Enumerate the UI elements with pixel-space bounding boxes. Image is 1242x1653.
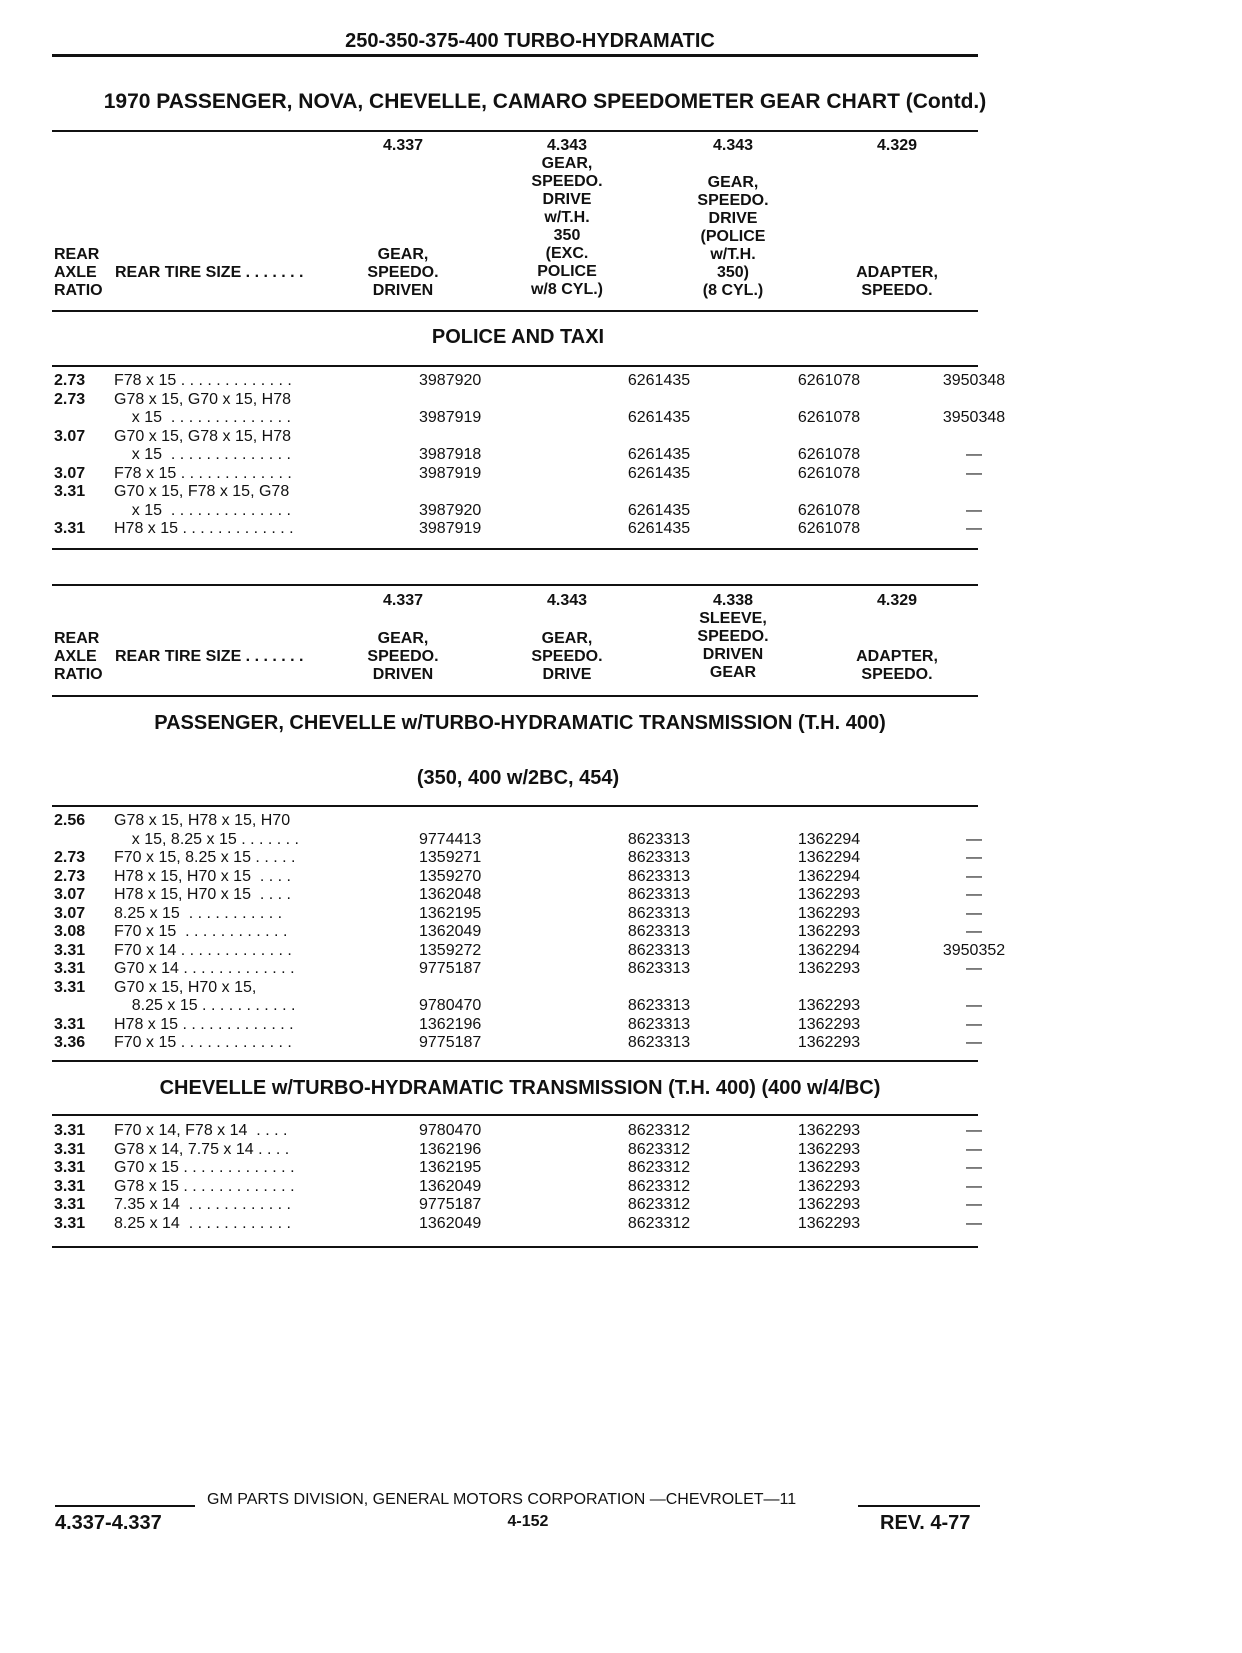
- part-cell: —: [966, 1034, 982, 1051]
- col-line: ADAPTER,: [856, 264, 938, 281]
- table-row: [54, 483, 1034, 502]
- col-line: SLEEVE,: [699, 610, 767, 627]
- tire-size-cell: H78 x 15 . . . . . . . . . . . . .: [114, 1015, 294, 1033]
- part-cell: 6261435: [627, 520, 691, 537]
- axle-ratio-cell: 3.31: [54, 960, 86, 977]
- part-cell: 6261435: [627, 372, 691, 389]
- part-cell: 3987919: [419, 409, 482, 426]
- col-line: w/8 CYL.): [530, 281, 603, 298]
- table1-bottom-rule: [52, 548, 978, 550]
- footer-right-rule: [858, 1505, 980, 1507]
- table2-col2-desc: [482, 630, 652, 684]
- table-row: [54, 868, 1034, 887]
- col-code: 4.337: [382, 592, 424, 609]
- part-cell: 1362293: [797, 1122, 861, 1139]
- part-cell: —: [966, 997, 982, 1014]
- part-cell: —: [966, 1177, 982, 1195]
- tire-size-cell: G78 x 15, H78 x 15, H70: [114, 812, 291, 829]
- part-cell: 1362293: [797, 1177, 861, 1195]
- tire-size-cell: 8.25 x 15 . . . . . . . . . . .: [114, 904, 283, 922]
- col-code: 4.343: [712, 137, 754, 154]
- table-row: [54, 923, 1034, 942]
- part-cell: 8623313: [627, 1034, 691, 1051]
- part-cell: 1362294: [797, 867, 861, 885]
- col-code: 4.343: [546, 137, 588, 154]
- part-cell: 9780470: [419, 1122, 482, 1139]
- col-line: GEAR,: [707, 174, 759, 191]
- table-row: [54, 372, 1034, 391]
- part-cell: 6261078: [797, 372, 861, 389]
- axle-ratio-cell: 3.31: [54, 941, 86, 959]
- axle-ratio-cell: 3.31: [54, 1196, 86, 1213]
- part-cell: [404, 428, 574, 447]
- axle-ratio-cell: 2.73: [54, 390, 86, 408]
- part-cell: 8623313: [627, 867, 691, 885]
- col-line: GEAR,: [541, 155, 593, 172]
- part-cell: 1362195: [419, 1159, 482, 1176]
- tire-size-cell: F70 x 15 . . . . . . . . . . . .: [114, 923, 288, 940]
- table2-header-bottom-rule: [52, 695, 978, 697]
- part-cell: —: [966, 520, 982, 537]
- col-line: GEAR,: [541, 630, 593, 647]
- axle-ratio-cell: 2.56: [54, 812, 86, 829]
- tire-size-cell: G78 x 14, 7.75 x 14 . . . .: [114, 1140, 290, 1158]
- part-cell: —: [966, 886, 982, 903]
- part-cell: 1362196: [419, 1140, 482, 1158]
- part-cell: —: [966, 464, 982, 482]
- axle-ratio-cell: 3.36: [54, 1034, 86, 1051]
- col-line: DRIVEN: [702, 646, 764, 663]
- tire-size-cell: F70 x 15, 8.25 x 15 . . . . .: [114, 849, 296, 866]
- tire-size-cell: F78 x 15 . . . . . . . . . . . . .: [114, 464, 292, 482]
- part-cell: [574, 428, 744, 447]
- part-cell: 8623312: [627, 1177, 691, 1195]
- table-row: [54, 409, 1034, 428]
- table-row: [54, 1141, 1034, 1160]
- col-line: DRIVE: [542, 191, 592, 208]
- part-cell: —: [966, 904, 982, 922]
- col-line: SPEEDO.: [697, 192, 769, 209]
- table1-section-rule: [52, 365, 978, 367]
- table1-col1-desc: [318, 246, 488, 300]
- table1-left-header: [54, 246, 103, 300]
- part-cell: 3950348: [942, 409, 1006, 426]
- axle-ratio-cell: 3.07: [54, 886, 86, 903]
- table2-col2-header: [482, 592, 652, 610]
- part-cell: —: [966, 960, 982, 977]
- part-cell: [914, 812, 1034, 831]
- part-cell: 1359272: [419, 941, 482, 959]
- section-subtitle-engines: (350, 400 w/2BC, 454): [416, 767, 620, 789]
- tire-size-cell: x 15 . . . . . . . . . . . . . .: [114, 409, 291, 426]
- table-row: [54, 1178, 1034, 1197]
- tire-size-cell: G78 x 15, G70 x 15, H78: [114, 390, 291, 408]
- section1-rule: [52, 805, 978, 807]
- part-cell: 1362293: [797, 904, 861, 922]
- footer-division: GM PARTS DIVISION, GENERAL MOTORS CORPORATION —CHEVROLET—11: [207, 1491, 797, 1508]
- part-cell: 8623313: [627, 941, 691, 959]
- col-line: SPEEDO.: [531, 173, 603, 190]
- axle-ratio-cell: [54, 446, 114, 465]
- part-cell: 1362293: [797, 1034, 861, 1051]
- part-cell: 8623312: [627, 1122, 691, 1139]
- section2-bottom-rule: [52, 1246, 978, 1248]
- table2-left-header: [54, 630, 103, 684]
- table2-col4-desc: [812, 648, 982, 684]
- table-row: [54, 812, 1034, 831]
- axle-ratio-cell: 3.31: [54, 1214, 86, 1232]
- part-cell: [574, 812, 744, 831]
- col-line: SPEEDO.: [367, 648, 439, 665]
- table1-col2-header: [482, 137, 652, 299]
- part-cell: —: [966, 867, 982, 885]
- part-cell: [404, 812, 574, 831]
- part-cell: 1362049: [419, 1214, 482, 1232]
- part-cell: 6261435: [627, 501, 691, 519]
- part-cell: [744, 483, 914, 502]
- section-title-chevelle: CHEVELLE w/TURBO-HYDRAMATIC TRANSMISSION (T.H. 400) (400 w/4/BC): [159, 1077, 881, 1099]
- part-cell: 1362294: [797, 849, 861, 866]
- tire-size-cell: 8.25 x 15 . . . . . . . . . . .: [114, 997, 296, 1014]
- part-cell: 8623313: [627, 960, 691, 977]
- col-line: SPEEDO.: [861, 282, 933, 299]
- axle-ratio-cell: 3.31: [54, 1015, 86, 1033]
- part-cell: 3987918: [419, 446, 482, 463]
- part-cell: 1362195: [419, 904, 482, 922]
- col-code: 4.338: [712, 592, 754, 609]
- axle-ratio-cell: 3.31: [54, 520, 86, 537]
- header-rule: [52, 54, 978, 57]
- footer-revision: REV. 4-77: [880, 1512, 971, 1534]
- part-cell: 1362293: [797, 997, 861, 1014]
- section2-rule: [52, 1114, 978, 1116]
- part-cell: —: [966, 1196, 982, 1213]
- part-cell: —: [966, 1159, 982, 1176]
- part-cell: [914, 391, 1034, 410]
- part-cell: [914, 428, 1034, 447]
- part-cell: 6261078: [797, 501, 861, 519]
- section-title-passenger-chevelle: PASSENGER, CHEVELLE w/TURBO-HYDRAMATIC TRANSMISSION (T.H. 400): [154, 712, 886, 734]
- section1-bottom-rule: [52, 1060, 978, 1062]
- page-header: 250-350-375-400 TURBO-HYDRAMATIC: [345, 30, 715, 52]
- part-cell: 6261435: [627, 409, 691, 426]
- part-cell: 9775187: [419, 960, 482, 977]
- col-line: DRIVEN: [372, 666, 434, 683]
- part-cell: 8623313: [627, 1015, 691, 1033]
- tire-size-cell: G70 x 15, F78 x 15, G78: [114, 483, 290, 500]
- part-cell: —: [966, 1140, 982, 1158]
- col-line: DRIVE: [708, 210, 758, 227]
- part-cell: 6261078: [797, 464, 861, 482]
- table-row: [54, 502, 1034, 521]
- col-line: DRIVEN: [372, 282, 434, 299]
- part-cell: [574, 391, 744, 410]
- part-cell: [404, 483, 574, 502]
- tire-size-cell: 7.35 x 14 . . . . . . . . . . . .: [114, 1196, 291, 1213]
- part-cell: [914, 483, 1034, 502]
- table-row: [54, 849, 1034, 868]
- tire-size-cell: G70 x 15, G78 x 15, H78: [114, 427, 291, 445]
- part-cell: 6261078: [797, 520, 861, 537]
- tire-size-cell: F78 x 15 . . . . . . . . . . . . .: [114, 372, 292, 389]
- table2-col3-header: [648, 592, 818, 682]
- table1-col3-header: [648, 137, 818, 155]
- header-ratio: RATIO: [54, 282, 103, 299]
- part-cell: 1362293: [797, 1140, 861, 1158]
- table2-tire-header: REAR TIRE SIZE . . . . . . .: [115, 648, 304, 665]
- part-cell: 8623313: [627, 923, 691, 940]
- part-cell: [744, 391, 914, 410]
- table2-col1-desc: [318, 630, 488, 684]
- part-cell: 8623313: [627, 849, 691, 866]
- col-line: (EXC.: [545, 245, 589, 262]
- col-line: w/T.H.: [710, 246, 756, 263]
- footer-page-number: 4-152: [507, 1513, 549, 1530]
- table2-col1-header: [318, 592, 488, 610]
- table1-col4-header: [812, 137, 982, 155]
- part-cell: [404, 391, 574, 410]
- table-row: [54, 1159, 1034, 1178]
- axle-ratio-cell: 3.31: [54, 978, 86, 996]
- tire-size-cell: H78 x 15, H70 x 15 . . . .: [114, 867, 291, 885]
- part-cell: 1359270: [419, 867, 482, 885]
- col-line: SPEEDO.: [367, 264, 439, 281]
- part-cell: 6261078: [797, 446, 861, 463]
- axle-ratio-cell: 2.73: [54, 849, 86, 866]
- table-row: [54, 905, 1034, 924]
- col-line: SPEEDO.: [531, 648, 603, 665]
- header-ratio: RATIO: [54, 666, 103, 683]
- table-row: [54, 465, 1034, 484]
- part-cell: —: [966, 830, 982, 848]
- axle-ratio-cell: 3.07: [54, 904, 86, 922]
- axle-ratio-cell: 2.73: [54, 372, 86, 389]
- part-cell: 9775187: [419, 1034, 482, 1051]
- part-cell: 8623312: [627, 1140, 691, 1158]
- part-cell: 1362294: [797, 941, 861, 959]
- header-axle: AXLE: [54, 264, 97, 281]
- col-line: GEAR,: [377, 246, 429, 263]
- header-axle: AXLE: [54, 648, 97, 665]
- table-row: [54, 520, 1034, 539]
- table-row: [54, 1215, 1034, 1234]
- tire-size-cell: G70 x 15 . . . . . . . . . . . . .: [114, 1159, 295, 1176]
- table1-body: [54, 372, 1034, 539]
- part-cell: 1362293: [797, 1196, 861, 1213]
- part-cell: —: [966, 923, 982, 940]
- part-cell: 1362293: [797, 923, 861, 940]
- axle-ratio-cell: 3.31: [54, 1122, 86, 1139]
- part-cell: —: [966, 1015, 982, 1033]
- table2-top-rule: [52, 584, 978, 586]
- part-cell: —: [966, 446, 982, 463]
- table-row: [54, 446, 1034, 465]
- part-cell: 8623313: [627, 830, 691, 848]
- table-row: [54, 428, 1034, 447]
- part-cell: 1362293: [797, 960, 861, 977]
- col-line: DRIVE: [542, 666, 592, 683]
- part-cell: 1362196: [419, 1015, 482, 1033]
- section1-body: [54, 812, 1034, 1053]
- table-row: [54, 391, 1034, 410]
- axle-ratio-cell: 3.31: [54, 1140, 86, 1158]
- part-cell: 8623312: [627, 1159, 691, 1176]
- table-row: [54, 1016, 1034, 1035]
- part-cell: 3987919: [419, 520, 482, 537]
- tire-size-cell: G70 x 15, H70 x 15,: [114, 978, 257, 996]
- tire-size-cell: F70 x 14 . . . . . . . . . . . . .: [114, 941, 292, 959]
- col-line: 350: [553, 227, 581, 244]
- part-cell: 3987919: [419, 464, 482, 482]
- part-cell: [574, 979, 744, 998]
- part-cell: 8623313: [627, 904, 691, 922]
- table1-col3-desc: [648, 174, 818, 300]
- axle-ratio-cell: 3.07: [54, 427, 86, 445]
- part-cell: 6261435: [627, 446, 691, 463]
- axle-ratio-cell: 2.73: [54, 867, 86, 885]
- col-code: 4.329: [876, 137, 918, 154]
- part-cell: 1362293: [797, 1159, 861, 1176]
- table-row: [54, 960, 1034, 979]
- part-cell: 3987920: [419, 372, 482, 389]
- part-cell: [744, 428, 914, 447]
- table2-col4-header: [812, 592, 982, 610]
- part-cell: 9775187: [419, 1196, 482, 1213]
- part-cell: —: [966, 1122, 982, 1139]
- part-cell: 3987920: [419, 501, 482, 519]
- tire-size-cell: x 15, 8.25 x 15 . . . . . . .: [114, 830, 299, 848]
- section-title-police-taxi: POLICE AND TAXI: [431, 326, 605, 348]
- tire-size-cell: H78 x 15 . . . . . . . . . . . . .: [114, 520, 294, 537]
- tire-size-cell: G70 x 14 . . . . . . . . . . . . .: [114, 960, 295, 977]
- part-cell: 1362294: [797, 830, 861, 848]
- table1-tire-header: REAR TIRE SIZE . . . . . . .: [115, 264, 304, 281]
- tire-size-cell: F70 x 14, F78 x 14 . . . .: [114, 1122, 288, 1139]
- table1-header-bottom-rule: [52, 310, 978, 312]
- col-line: ADAPTER,: [856, 648, 938, 665]
- axle-ratio-cell: [54, 409, 114, 428]
- header-rear: REAR: [54, 246, 100, 263]
- table-row: [54, 1122, 1034, 1141]
- part-cell: 1362293: [797, 886, 861, 903]
- part-cell: 1362293: [797, 1015, 861, 1033]
- col-code: 4.343: [546, 592, 588, 609]
- part-cell: 1362049: [419, 923, 482, 940]
- col-line: 350): [716, 264, 750, 281]
- col-line: (8 CYL.): [702, 282, 764, 299]
- tire-size-cell: 8.25 x 14 . . . . . . . . . . . .: [114, 1214, 291, 1232]
- table-row: [54, 942, 1034, 961]
- footer-left-rule: [55, 1505, 195, 1507]
- chart-title: 1970 PASSENGER, NOVA, CHEVELLE, CAMARO SPEEDOMETER GEAR CHART (Contd.): [103, 90, 987, 113]
- part-cell: 9774413: [419, 830, 482, 848]
- axle-ratio-cell: 3.07: [54, 464, 86, 482]
- part-cell: 3950348: [942, 372, 1006, 389]
- table1-col1-header: [318, 137, 488, 155]
- part-cell: 8623312: [627, 1196, 691, 1213]
- part-cell: —: [966, 849, 982, 866]
- col-line: (POLICE: [700, 228, 766, 245]
- col-line: POLICE: [537, 263, 597, 280]
- part-cell: 3950352: [942, 941, 1006, 959]
- part-cell: [914, 979, 1034, 998]
- axle-ratio-cell: 3.31: [54, 1159, 86, 1176]
- table1-top-rule: [52, 130, 978, 132]
- footer-left-code: 4.337-4.337: [55, 1512, 162, 1534]
- col-line: GEAR,: [377, 630, 429, 647]
- tire-size-cell: F70 x 15 . . . . . . . . . . . . .: [114, 1034, 292, 1051]
- part-cell: 6261078: [797, 409, 861, 426]
- part-cell: 6261435: [627, 464, 691, 482]
- part-cell: 1362048: [419, 886, 482, 903]
- part-cell: [574, 483, 744, 502]
- part-cell: 8623312: [627, 1214, 691, 1232]
- axle-ratio-cell: [54, 502, 114, 521]
- table-row: [54, 831, 1034, 850]
- axle-ratio-cell: 3.08: [54, 923, 86, 940]
- axle-ratio-cell: [54, 831, 114, 850]
- part-cell: 1359271: [419, 849, 482, 866]
- header-rear: REAR: [54, 630, 100, 647]
- table-row: [54, 997, 1034, 1016]
- tire-size-cell: x 15 . . . . . . . . . . . . . .: [114, 501, 291, 519]
- part-cell: 1362293: [797, 1214, 861, 1232]
- part-cell: 8623313: [627, 886, 691, 903]
- section2-body: [54, 1122, 1034, 1233]
- part-cell: —: [966, 501, 982, 519]
- col-line: w/T.H.: [544, 209, 590, 226]
- tire-size-cell: G78 x 15 . . . . . . . . . . . . .: [114, 1177, 295, 1195]
- part-cell: 9780470: [419, 997, 482, 1014]
- part-cell: [744, 812, 914, 831]
- tire-size-cell: x 15 . . . . . . . . . . . . . .: [114, 446, 291, 463]
- part-cell: —: [966, 1214, 982, 1232]
- table-row: [54, 979, 1034, 998]
- part-cell: 8623313: [627, 997, 691, 1014]
- axle-ratio-cell: [54, 997, 114, 1016]
- axle-ratio-cell: 3.31: [54, 1177, 86, 1195]
- col-code: 4.337: [382, 137, 424, 154]
- col-code: 4.329: [876, 592, 918, 609]
- table-row: [54, 1196, 1034, 1215]
- table-row: [54, 886, 1034, 905]
- tire-size-cell: H78 x 15, H70 x 15 . . . .: [114, 886, 291, 903]
- col-line: SPEEDO.: [697, 628, 769, 645]
- part-cell: 1362049: [419, 1177, 482, 1195]
- col-line: GEAR: [709, 664, 757, 681]
- table-row: [54, 1034, 1034, 1053]
- table1-col4-desc: [812, 264, 982, 300]
- part-cell: [404, 979, 574, 998]
- col-line: SPEEDO.: [861, 666, 933, 683]
- part-cell: [744, 979, 914, 998]
- axle-ratio-cell: 3.31: [54, 483, 86, 500]
